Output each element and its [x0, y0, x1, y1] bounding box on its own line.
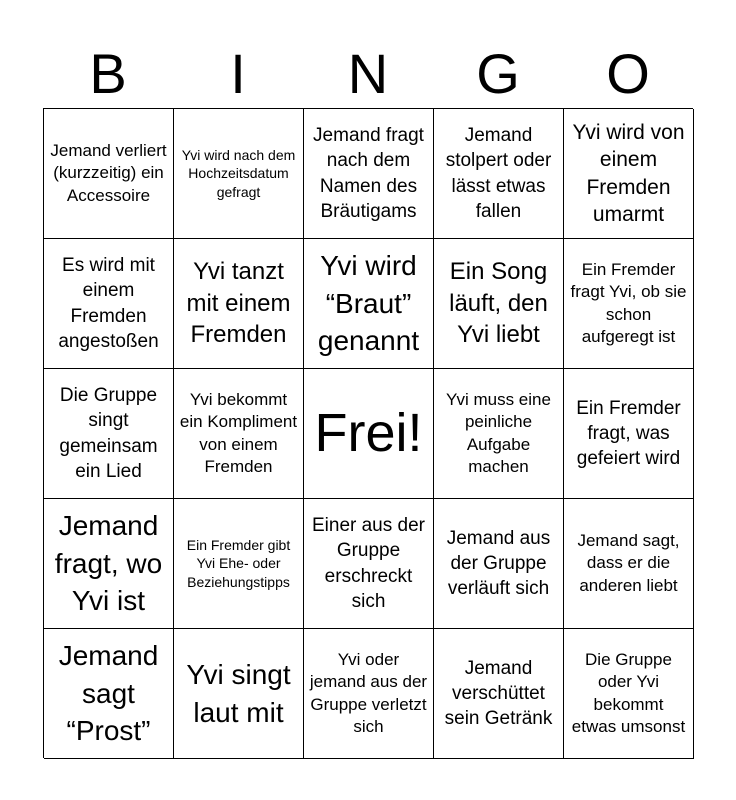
cell-text: Einer aus der Gruppe erschreckt sich	[311, 515, 425, 612]
cell-text: Yvi wird nach dem Hochzeitsdatum gefragt	[181, 147, 296, 200]
cell-text: Die Gruppe oder Yvi bekommt etwas umsonst	[571, 650, 686, 736]
bingo-cell-free[interactable]	[304, 369, 434, 499]
bingo-card	[43, 108, 693, 758]
cell-text: Yvi muss eine peinliche Aufgabe machen	[446, 390, 551, 476]
header-letter-b: B	[89, 42, 127, 105]
bingo-cell[interactable]	[564, 109, 694, 239]
cell-text: Ein Fremder gibt Yvi Ehe- oder Beziehungstipps	[186, 537, 291, 590]
cell-text: Yvi singt laut mit	[186, 658, 291, 728]
header-letter-i: I	[230, 42, 246, 105]
cell-text: Jemand sagt, dass er die anderen liebt	[577, 531, 680, 595]
bingo-cell[interactable]	[304, 109, 434, 239]
bingo-cell[interactable]	[44, 629, 174, 759]
cell-text: Es wird mit einem Fremden angestoßen	[58, 255, 159, 352]
cell-text: Jemand verschüttet sein Getränk	[444, 657, 553, 730]
bingo-cell[interactable]	[564, 369, 694, 499]
cell-text: Jemand fragt nach dem Namen des Bräutigams	[313, 125, 424, 222]
bingo-cell[interactable]	[434, 239, 564, 369]
cell-text: Frei!	[314, 402, 423, 463]
header-letter-o: O	[606, 42, 650, 105]
bingo-cell[interactable]	[44, 109, 174, 239]
bingo-cell[interactable]	[564, 629, 694, 759]
cell-text: Ein Fremder fragt Yvi, ob sie schon aufgeregt ist	[570, 260, 687, 346]
cell-text: Jemand sagt “Prost”	[58, 639, 159, 747]
bingo-cell[interactable]	[44, 499, 174, 629]
bingo-cell[interactable]	[174, 629, 304, 759]
cell-text: Jemand aus der Gruppe verläuft sich	[446, 527, 551, 600]
cell-text: Yvi tanzt mit einem Fremden	[186, 257, 291, 349]
bingo-cell[interactable]	[174, 109, 304, 239]
bingo-cell[interactable]	[304, 499, 434, 629]
cell-text: Ein Fremder fragt, was gefeiert wird	[576, 397, 681, 470]
bingo-cell[interactable]	[174, 499, 304, 629]
bingo-cell[interactable]	[174, 239, 304, 369]
cell-text: Jemand stolpert oder lässt etwas fallen	[445, 125, 552, 222]
bingo-cell[interactable]	[434, 109, 564, 239]
cell-text: Yvi bekommt ein Kompliment von einem Fremden	[179, 390, 298, 476]
bingo-cell[interactable]	[434, 629, 564, 759]
bingo-cell[interactable]	[44, 369, 174, 499]
bingo-cell[interactable]	[434, 499, 564, 629]
bingo-header	[43, 40, 693, 108]
cell-text: Die Gruppe singt gemeinsam ein Lied	[59, 385, 158, 482]
bingo-cell[interactable]	[304, 239, 434, 369]
bingo-cell[interactable]	[564, 499, 694, 629]
cell-text: Jemand fragt, wo Yvi ist	[54, 509, 163, 617]
cell-text: Yvi wird von einem Fremden umarmt	[572, 120, 685, 226]
header-letter-n: N	[347, 42, 389, 105]
header-letter-g: G	[476, 42, 520, 105]
bingo-cell[interactable]	[434, 369, 564, 499]
bingo-cell[interactable]	[564, 239, 694, 369]
cell-text: Yvi wird “Braut” genannt	[317, 249, 420, 357]
cell-text: Ein Song läuft, den Yvi liebt	[449, 257, 548, 349]
cell-text: Yvi oder jemand aus der Gruppe verletzt sich	[309, 650, 428, 736]
bingo-cell[interactable]	[174, 369, 304, 499]
bingo-cell[interactable]	[304, 629, 434, 759]
bingo-cell[interactable]	[44, 239, 174, 369]
cell-text: Jemand verliert (kurzzeitig) ein Accessoire	[50, 141, 167, 205]
